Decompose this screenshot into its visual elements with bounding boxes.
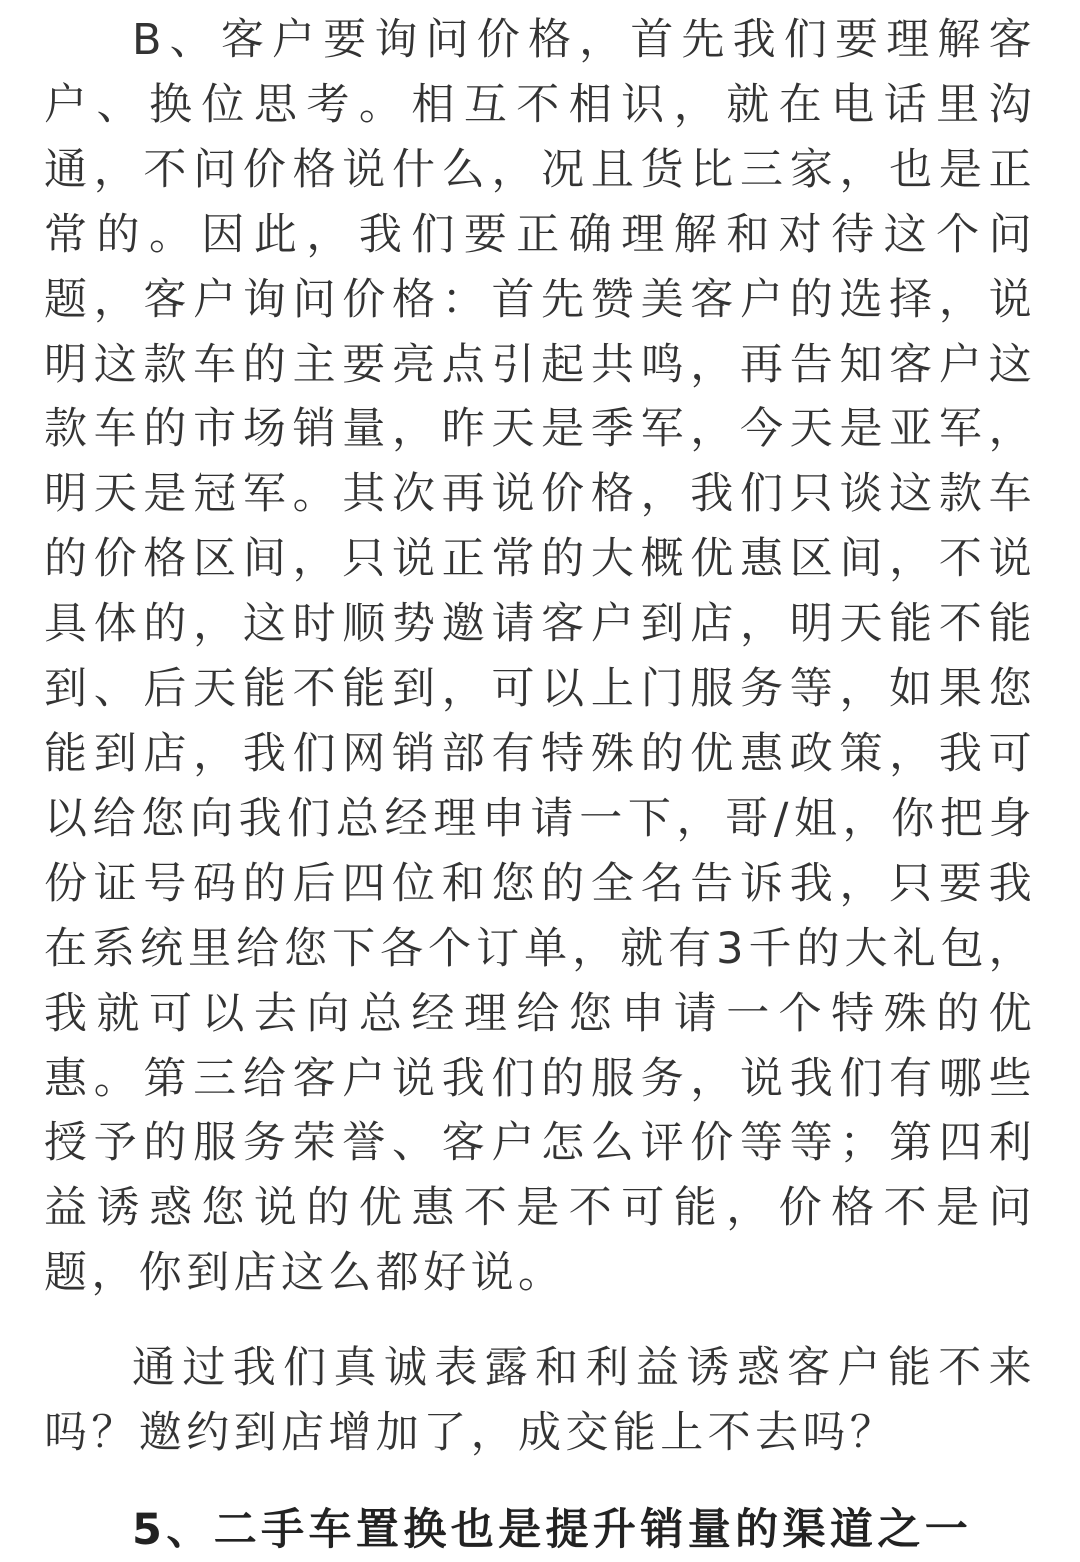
paragraph-sincerity-summary: 通过我们真诚表露和利益诱惑客户能不来吗？邀约到店增加了，成交能上不去吗？ — [44, 1343, 1036, 1459]
section-heading: 5、二手车置换也是提升销量的渠道之一 — [132, 1504, 973, 1555]
paragraph-price-inquiry: B、客户要询问价格，首先我们要理解客户、换位思考。相互不相识，就在电话里沟通，不问价格说什么，况且货比三家，也是正常的。因此，我们要正确理解和对待这个问题，客户询问价格：首先赞美客户的选择，说明这款车的主要亮点引起共鸣，再告知客户这款车的市场销量，昨天是季军，今天是亚军，明天是冠军。其次再说价格，我们只谈这款车的价格区间，只说正常的大概优惠区间，不说具体的，这时顺势邀请客户到店，明天能不能到、后天能不能到，可以上门服务等，如果您能到店，我们网销部有特殊的优惠政策，我可以给您向我们总经理申请一下，哥/姐，你把身份证号码的后四位和您的全名告诉我，只要我在系统里给您下各个订单，就有3千的大礼包，我就可以去向总经理给您申请一个特殊的优惠。第三给客户说我们的服务，说我们有哪些授予的服务荣誉、客户怎么评价等等；第四利益诱惑您说的优惠不是不可能，价格不是问题，你到店这么都好说。 — [44, 15, 1036, 1299]
article-body — [44, 8, 1036, 1562]
